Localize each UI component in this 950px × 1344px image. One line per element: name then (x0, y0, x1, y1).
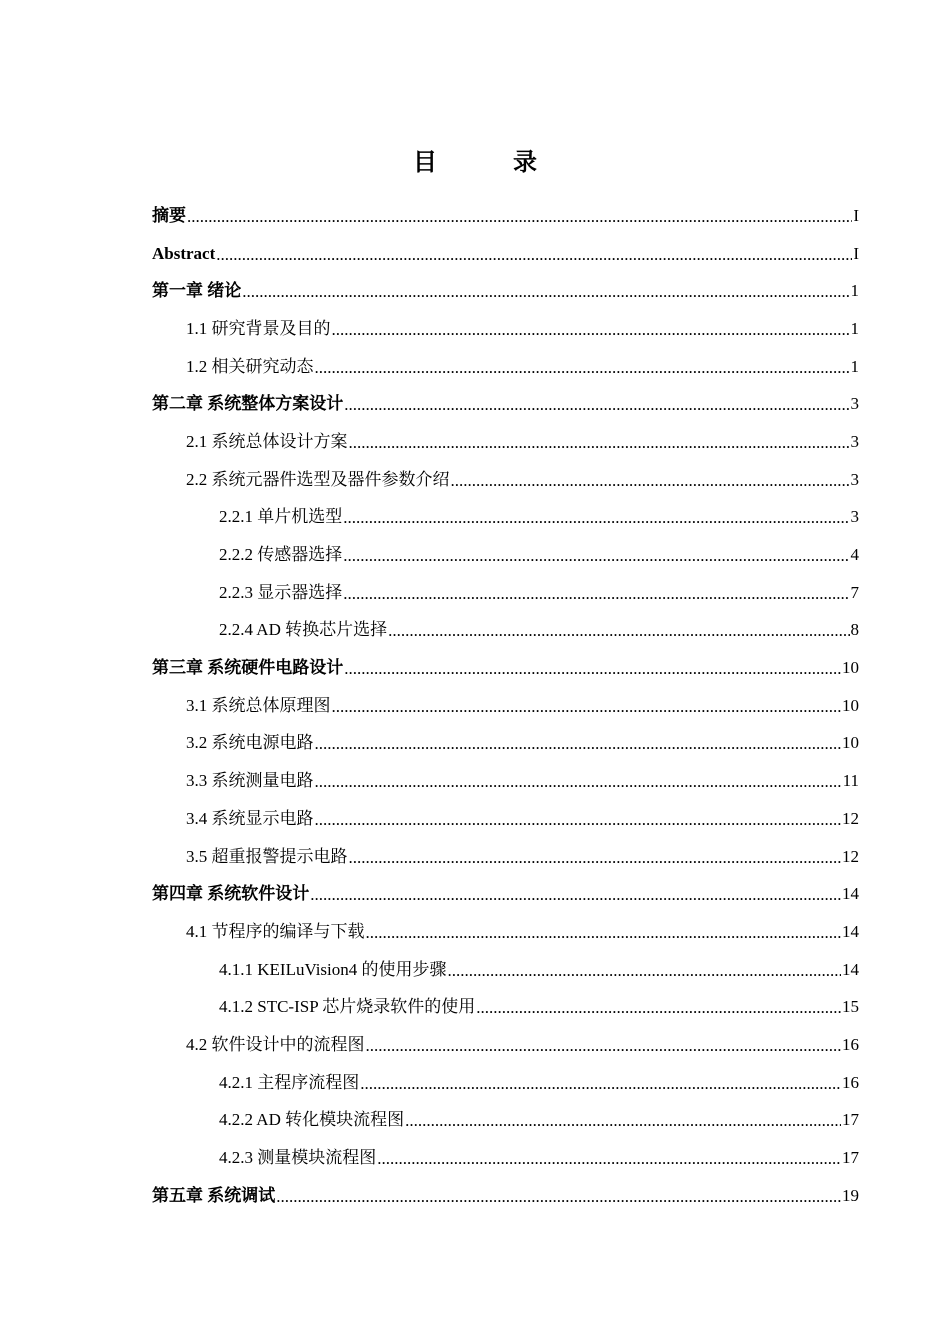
toc-dot-leader (451, 471, 850, 491)
toc-entry[interactable] (0, 461, 950, 499)
toc-entry-label: 第三章 系统硬件电路设计 (152, 658, 344, 678)
toc-entry-label: 2.1 系统总体设计方案 (186, 431, 348, 451)
toc-entry-label: 2.2.3 显示器选择 (219, 582, 343, 602)
toc-dot-leader (448, 961, 841, 981)
toc-entry-page-number: 12 (842, 808, 859, 828)
toc-entry-page-number: 7 (850, 582, 859, 602)
toc-entry-page-number: 3 (850, 431, 859, 451)
toc-dot-leader (366, 923, 842, 943)
toc-entry[interactable] (0, 272, 950, 310)
toc-entry-label: 3.3 系统测量电路 (186, 771, 314, 791)
toc-dot-leader (349, 848, 842, 868)
toc-dot-leader (349, 433, 850, 453)
toc-entry[interactable] (0, 1177, 950, 1215)
toc-entry[interactable] (0, 800, 950, 838)
toc-entry-label: 4.1 节程序的编译与下载 (186, 921, 365, 941)
toc-entry[interactable] (0, 762, 950, 800)
toc-entry[interactable] (0, 235, 950, 273)
toc-entry-label: 2.2 系统元器件选型及器件参数介绍 (186, 469, 450, 489)
toc-entry-page-number: 10 (842, 695, 859, 715)
toc-entry[interactable] (0, 913, 950, 951)
toc-entry-page-number: 1 (850, 281, 859, 301)
toc-entry-label: 第一章 绪论 (152, 281, 242, 301)
toc-entry-label: 摘要 (152, 205, 186, 225)
toc-entry-label: 2.2.4 AD 转换芯片选择 (219, 620, 388, 640)
toc-entry-page-number: 3 (850, 469, 859, 489)
toc-dot-leader (315, 734, 842, 754)
toc-entry-page-number: 3 (850, 394, 859, 414)
toc-entry[interactable] (0, 1139, 950, 1177)
toc-entry[interactable] (0, 1026, 950, 1064)
toc-dot-leader (310, 885, 841, 905)
toc-entry[interactable] (0, 499, 950, 537)
toc-entry[interactable] (0, 385, 950, 423)
toc-dot-leader (332, 320, 850, 340)
toc-entry-page-number: 11 (842, 771, 859, 791)
toc-entry[interactable] (0, 951, 950, 989)
toc-entry[interactable] (0, 536, 950, 574)
toc-entry-label: 第四章 系统软件设计 (152, 884, 310, 904)
toc-entry-label: 4.2.2 AD 转化模块流程图 (219, 1110, 405, 1130)
toc-entry[interactable] (0, 1064, 950, 1102)
toc-dot-leader (276, 1187, 841, 1207)
toc-entry-label: 2.2.2 传感器选择 (219, 545, 343, 565)
toc-entry[interactable] (0, 725, 950, 763)
toc-dot-leader (315, 810, 842, 830)
toc-entry[interactable] (0, 687, 950, 725)
toc-entry[interactable] (0, 1102, 950, 1140)
toc-entry-label: 第二章 系统整体方案设计 (152, 394, 344, 414)
toc-entry-label: 1.2 相关研究动态 (186, 356, 314, 376)
toc-dot-leader (405, 1111, 841, 1131)
toc-dot-leader (377, 1149, 841, 1169)
toc-dot-leader (332, 697, 842, 717)
toc-entry-page-number: 16 (842, 1034, 859, 1054)
toc-entry-page-number: 4 (850, 545, 859, 565)
toc-entry-label: 4.2 软件设计中的流程图 (186, 1034, 365, 1054)
toc-entry-page-number: 15 (842, 997, 859, 1017)
toc-entry-page-number: 8 (850, 620, 859, 640)
toc-entry[interactable] (0, 838, 950, 876)
toc-entry[interactable] (0, 612, 950, 650)
toc-dot-leader (344, 659, 841, 679)
toc-entry-page-number: 17 (842, 1148, 859, 1168)
toc-entry[interactable] (0, 423, 950, 461)
toc-entry-label: 2.2.1 单片机选型 (219, 507, 343, 527)
toc-dot-leader (216, 245, 852, 265)
toc-dot-leader (343, 508, 849, 528)
toc-entry-label: 3.2 系统电源电路 (186, 733, 314, 753)
toc-entry-page-number: 17 (842, 1110, 859, 1130)
toc-entry-page-number: 10 (842, 733, 859, 753)
toc-entry[interactable] (0, 310, 950, 348)
toc-dot-leader (343, 584, 849, 604)
toc-entry-page-number: I (853, 205, 859, 225)
toc-dot-leader (315, 772, 842, 792)
toc-entry-page-number: 3 (850, 507, 859, 527)
toc-dot-leader (360, 1074, 841, 1094)
toc-entry-page-number: 14 (842, 959, 859, 979)
table-of-contents (0, 197, 950, 1215)
toc-dot-leader (366, 1036, 842, 1056)
toc-dot-leader (187, 207, 852, 227)
toc-dot-leader (388, 621, 849, 641)
toc-entry-label: Abstract (152, 243, 216, 263)
toc-entry-page-number: 1 (850, 318, 859, 338)
toc-entry-page-number: 10 (842, 658, 859, 678)
toc-entry-label: 3.5 超重报警提示电路 (186, 846, 348, 866)
toc-dot-leader (476, 998, 841, 1018)
toc-entry-label: 第五章 系统调试 (152, 1185, 276, 1205)
toc-entry[interactable] (0, 988, 950, 1026)
toc-entry-page-number: 12 (842, 846, 859, 866)
toc-dot-leader (315, 358, 850, 378)
toc-entry[interactable] (0, 574, 950, 612)
toc-entry-label: 4.2.3 测量模块流程图 (219, 1148, 377, 1168)
toc-entry-page-number: 19 (842, 1185, 859, 1205)
toc-entry[interactable] (0, 875, 950, 913)
toc-entry-label: 3.4 系统显示电路 (186, 808, 314, 828)
toc-entry[interactable] (0, 348, 950, 386)
toc-dot-leader (242, 282, 849, 302)
toc-entry-page-number: 14 (842, 921, 859, 941)
toc-dot-leader (343, 546, 849, 566)
toc-entry[interactable] (0, 649, 950, 687)
toc-entry-label: 4.2.1 主程序流程图 (219, 1072, 360, 1092)
toc-entry-label: 4.1.1 KEILuVision4 的使用步骤 (219, 959, 447, 979)
toc-entry-page-number: I (853, 243, 859, 263)
toc-entry-label: 3.1 系统总体原理图 (186, 695, 331, 715)
toc-entry-page-number: 14 (842, 884, 859, 904)
toc-entry-page-number: 16 (842, 1072, 859, 1092)
toc-entry-label: 4.1.2 STC-ISP 芯片烧录软件的使用 (219, 997, 476, 1017)
toc-entry-page-number: 1 (850, 356, 859, 376)
page-title: 目 录 (413, 150, 563, 176)
toc-dot-leader (344, 395, 849, 415)
toc-entry[interactable] (0, 197, 950, 235)
toc-entry-label: 1.1 研究背景及目的 (186, 318, 331, 338)
